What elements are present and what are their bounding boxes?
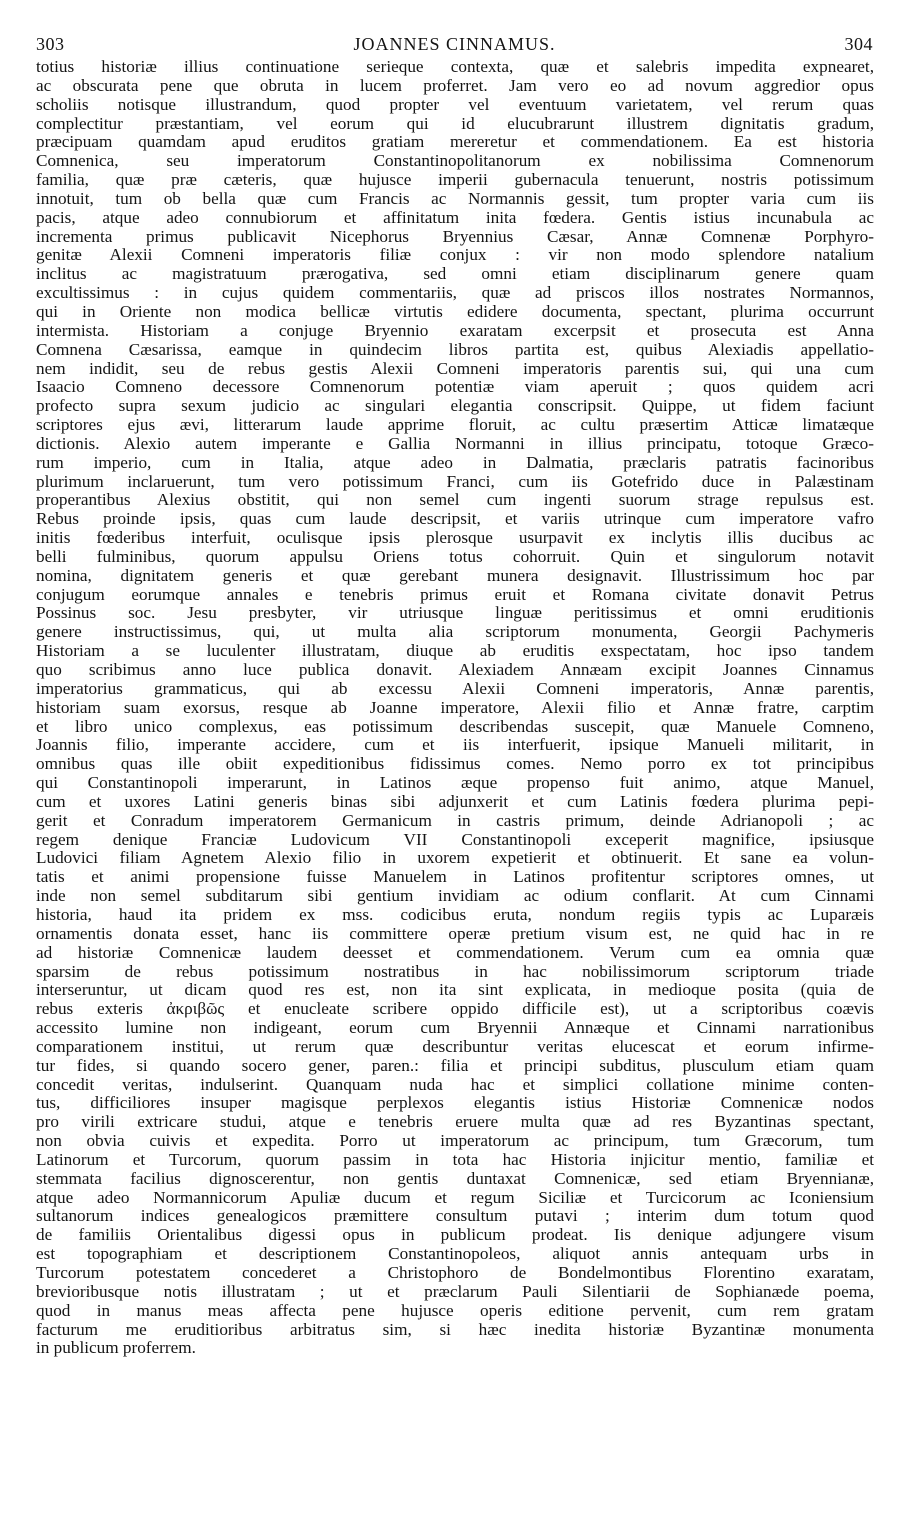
text-line: tatis et animi propensione fuisse Manuelem in Latinos profitentur scriptores omnes, ut	[36, 868, 874, 887]
text-line: dictionis. Alexio autem imperante e Gallia Normanni in illius principatu, totoque Græco-	[36, 434, 874, 453]
text-line: facturum me eruditioribus arbitratus sim, si hæc inedita historiæ Byzantinæ monumenta	[36, 1320, 874, 1339]
text-line: ad historiæ Comnenicæ laudem deesset et commendationem. Verum cum ea omnia quæ	[36, 943, 874, 962]
text-line: familia, quæ præ cæteris, quæ hujusce imperii gubernacula tenuerunt, nostris potissimum	[36, 171, 874, 190]
text-line: initis fœderibus interfuit, oculisque ipsis plerosque usurpavit ex inclytis illis ducibus ac	[36, 529, 874, 548]
text-line: profecto supra sexum judicio ac singulari elegantia conscripsit. Quippe, ut fidem faciunt	[36, 397, 874, 416]
preface-text-block	[36, 58, 874, 1358]
text-line: pacis, atque adeo connubiorum et affinitatum inita fœdera. Gentis istius incunabula ac	[36, 208, 874, 227]
text-line: belli fulminibus, quorum appulsu Oriens totus cohorruit. Quin et singulorum notavit	[36, 547, 874, 566]
text-line: Rebus proinde ipsis, quas cum laude descripsit, et variis utrinque cum imperatore vafro	[36, 510, 874, 529]
text-line: pro virili extricare studui, atque e tenebris eruere multa quæ ad res Byzantinas spectant,	[36, 1113, 874, 1132]
text-line: rebus exteris ἀκριβῶς et enucleate scribere oppido difficile est), ut a scriptoribus coævis	[36, 1000, 874, 1019]
text-line: Comnena Cæsarissa, eamque in quindecim libros partita est, quibus Alexiadis appellatio-	[36, 340, 874, 359]
text-line: Comnenica, seu imperatorum Constantinopolitanorum ex nobilissima Comnenorum	[36, 152, 874, 171]
text-line: de familiis Orientalibus digessi opus in publicum prodeat. Iis denique adjungere visum	[36, 1226, 874, 1245]
text-line: nem indidit, seu de rebus gestis Alexii Comneni imperatoris parentis sui, qui una cum	[36, 359, 874, 378]
text-line: nomina, dignitatem generis et quæ gerebant munera designavit. Illustrissimum hoc par	[36, 566, 874, 585]
text-line: intermista. Historiam a conjuge Bryennio exaratam excerpsit et prosecuta est Anna	[36, 321, 874, 340]
text-line: non obvia cuivis et expedita. Porro ut imperatorum ac principum, tum Græcorum, tum	[36, 1132, 874, 1151]
text-line: historia, haud ita pridem ex mss. codicibus eruta, nondum regiis typis ac Luparæis	[36, 905, 874, 924]
running-header	[36, 34, 873, 58]
text-line: in publicum proferrem.	[36, 1339, 196, 1358]
text-line: totius historiæ illius continuatione serieque contexta, quæ et salebris impedita expnearet,	[36, 58, 874, 76]
text-line: brevioribusque notis illustratam ; ut et præclarum Pauli Silentiarii de Sophianæde poema,	[36, 1282, 874, 1301]
text-line: Historiam a se luculenter illustratam, diuque ab eruditis exspectatam, hoc ipso tandem	[36, 642, 874, 661]
text-line: plurimum inclaruerunt, tum vero potissimum Franci, cum iis Gotefrido duce in Palæstinam	[36, 472, 874, 491]
text-line: properantibus Alexius obstitit, qui non semel cum ingenti suorum strage repulsus est.	[36, 491, 874, 510]
page-number-right: 304	[844, 34, 873, 54]
text-line: conjugum eorumque annales e tenebris primus eruit et Romana civitate donavit Petrus	[36, 585, 874, 604]
text-line: atque adeo Normannicorum Apuliæ ducum et regum Siciliæ et Turcicorum ac Iconiensium	[36, 1188, 874, 1207]
text-line: concedit veritas, indulserint. Quanquam nuda hac et simplici collatione minime conten-	[36, 1075, 874, 1094]
text-line: complectitur præstantiam, vel eorum qui id elucubrarunt illustrem dignitatis gradum,	[36, 114, 874, 133]
text-line: ornamentis donata esset, hanc iis committere operæ pretium visum est, ne quid hac in re	[36, 924, 874, 943]
text-line: imperatorius grammaticus, qui ab excessu Alexii Comneni imperatoris, Annæ parentis,	[36, 679, 874, 698]
text-line: scriptores ejus ævi, litterarum laude apprime floruit, ac cultu præsertim Atticæ limatæque	[36, 416, 874, 435]
text-line: historiam suam exorsus, resque ab Joanne imperatore, Alexii filio et Annæ fratre, carptim	[36, 698, 874, 717]
text-line: regem denique Franciæ Ludovicum VII Constantinopoli exceperit magnifice, ipsiusque	[36, 830, 874, 849]
text-line: Joannis filio, imperante accidere, cum et iis interfuerit, ipsique Manueli militarit, in	[36, 736, 874, 755]
text-line: comparationem institui, ut rerum quæ describuntur veritas elucescat et eorum infirme-	[36, 1037, 874, 1056]
text-line: interseruntur, ut dicam quod res est, non ita sint explicata, in medioque posita (quia de	[36, 981, 874, 1000]
text-line: quod in manus meas affecta pene hujusce operis editione pervenit, cum rem gratam	[36, 1301, 874, 1320]
text-line: sultanorum indices genealogicos præmittere consultum putavi ; interim dum totum quod	[36, 1207, 874, 1226]
text-line: stemmata facilius dignoscerentur, non gentis duntaxat Comnenicæ, sed etiam Bryennianæ,	[36, 1169, 874, 1188]
text-line: accessito lumine non indigeant, eorum cum Bryennii Annæque et Cinnami narrationibus	[36, 1019, 874, 1038]
text-line: qui in Oriente non modica bellicæ virtutis edidere documenta, spectant, plurima occurrunt	[36, 302, 874, 321]
text-line: est topographiam et descriptionem Constantinopoleos, aliquot annis antequam urbs in	[36, 1245, 874, 1264]
text-line: Isaacio Comneno decessore Comnenorum potentiæ viam aperuit ; quos quidem acri	[36, 378, 874, 397]
text-line: Turcorum potestatem concederet a Christophoro de Bondelmontibus Florentino exaratam,	[36, 1264, 874, 1282]
text-line: inclitus ac magistratuum prærogativa, sed omni etiam disciplinarum genere quam	[36, 265, 874, 284]
text-line: innotuit, tum ob bella quæ cum Francis ac Normannis gessit, tum propter varia cum iis	[36, 189, 874, 208]
text-line: scholiis notisque illustrandum, quod propter vel eventuum varietatem, vel rerum quas	[36, 95, 874, 114]
text-line: inde non semel subditarum sibi gentium invidiam ac odium conflarit. At cum Cinnami	[36, 887, 874, 906]
text-line: ac obscurata pene que obruta in lucem proferret. Jam vero eo ad novum aggredior opus	[36, 76, 874, 95]
text-line: Latinorum et Turcorum, quorum passim in tota hac Historia injicitur mentio, familiæ et	[36, 1150, 874, 1169]
text-line: rum imperio, cum in Italia, atque adeo in Dalmatia, præclaris patratis facinoribus	[36, 453, 874, 472]
text-line: sparsim de rebus potissimum nostratibus in hac nobilissimorum scriptorum triade	[36, 962, 874, 981]
text-line: genere instructissimus, qui, ut multa alia scriptorum monumenta, Georgii Pachymeris	[36, 623, 874, 642]
text-line: tus, difficiliores insuper magisque perplexos elegantis istius Historiæ Comnenicæ nodos	[36, 1094, 874, 1113]
text-line: tur fides, si quando socero gener, paren.: filia et principi subditus, plusculum etiam quam	[36, 1056, 874, 1075]
text-line: cum et uxores Latini generis binas sibi adjunxerit et cum Latinis fœdera plurima pepi-	[36, 792, 874, 811]
text-line: omnibus quas ille obiit expeditionibus fidissimus comes. Nemo porro ex tot principibus	[36, 755, 874, 774]
text-line: gerit et Conradum imperatorem Germanicum in castris primum, deinde Adrianopoli ; ac	[36, 811, 874, 830]
page-number-left: 303	[36, 34, 65, 54]
text-line: Possinus soc. Jesu presbyter, vir utriusque linguæ peritissimus et omni eruditionis	[36, 604, 874, 623]
text-line: qui Constantinopoli imperarunt, in Latinos æque propenso fuit animo, atque Manuel,	[36, 774, 874, 793]
text-line: præcipuam quamdam apud eruditos gratiam mereretur et commendationem. Ea est historia	[36, 133, 874, 152]
text-line: Ludovici filiam Agnetem Alexio filio in uxorem expetierit et obtinuerit. Et sane ea volun-	[36, 849, 874, 868]
text-line: et libro unico complexus, eas potissimum describendas suscepit, quæ Manuele Comneno,	[36, 717, 874, 736]
text-line: genitæ Alexii Comneni imperatoris filiæ conjux : vir non modo splendore natalium	[36, 246, 874, 265]
text-line: quo scribimus anno luce publica donavit. Alexiadem Annæam excipit Joannes Cinnamus	[36, 661, 874, 679]
running-title: JOANNES CINNAMUS.	[353, 34, 556, 54]
text-line: incrementa primus publicavit Nicephorus Bryennius Cæsar, Annæ Comnenæ Porphyro-	[36, 227, 874, 246]
text-line: excultissimus : in cujus quidem commentariis, quæ ad priscos illos nostrates Normannos,	[36, 284, 874, 303]
